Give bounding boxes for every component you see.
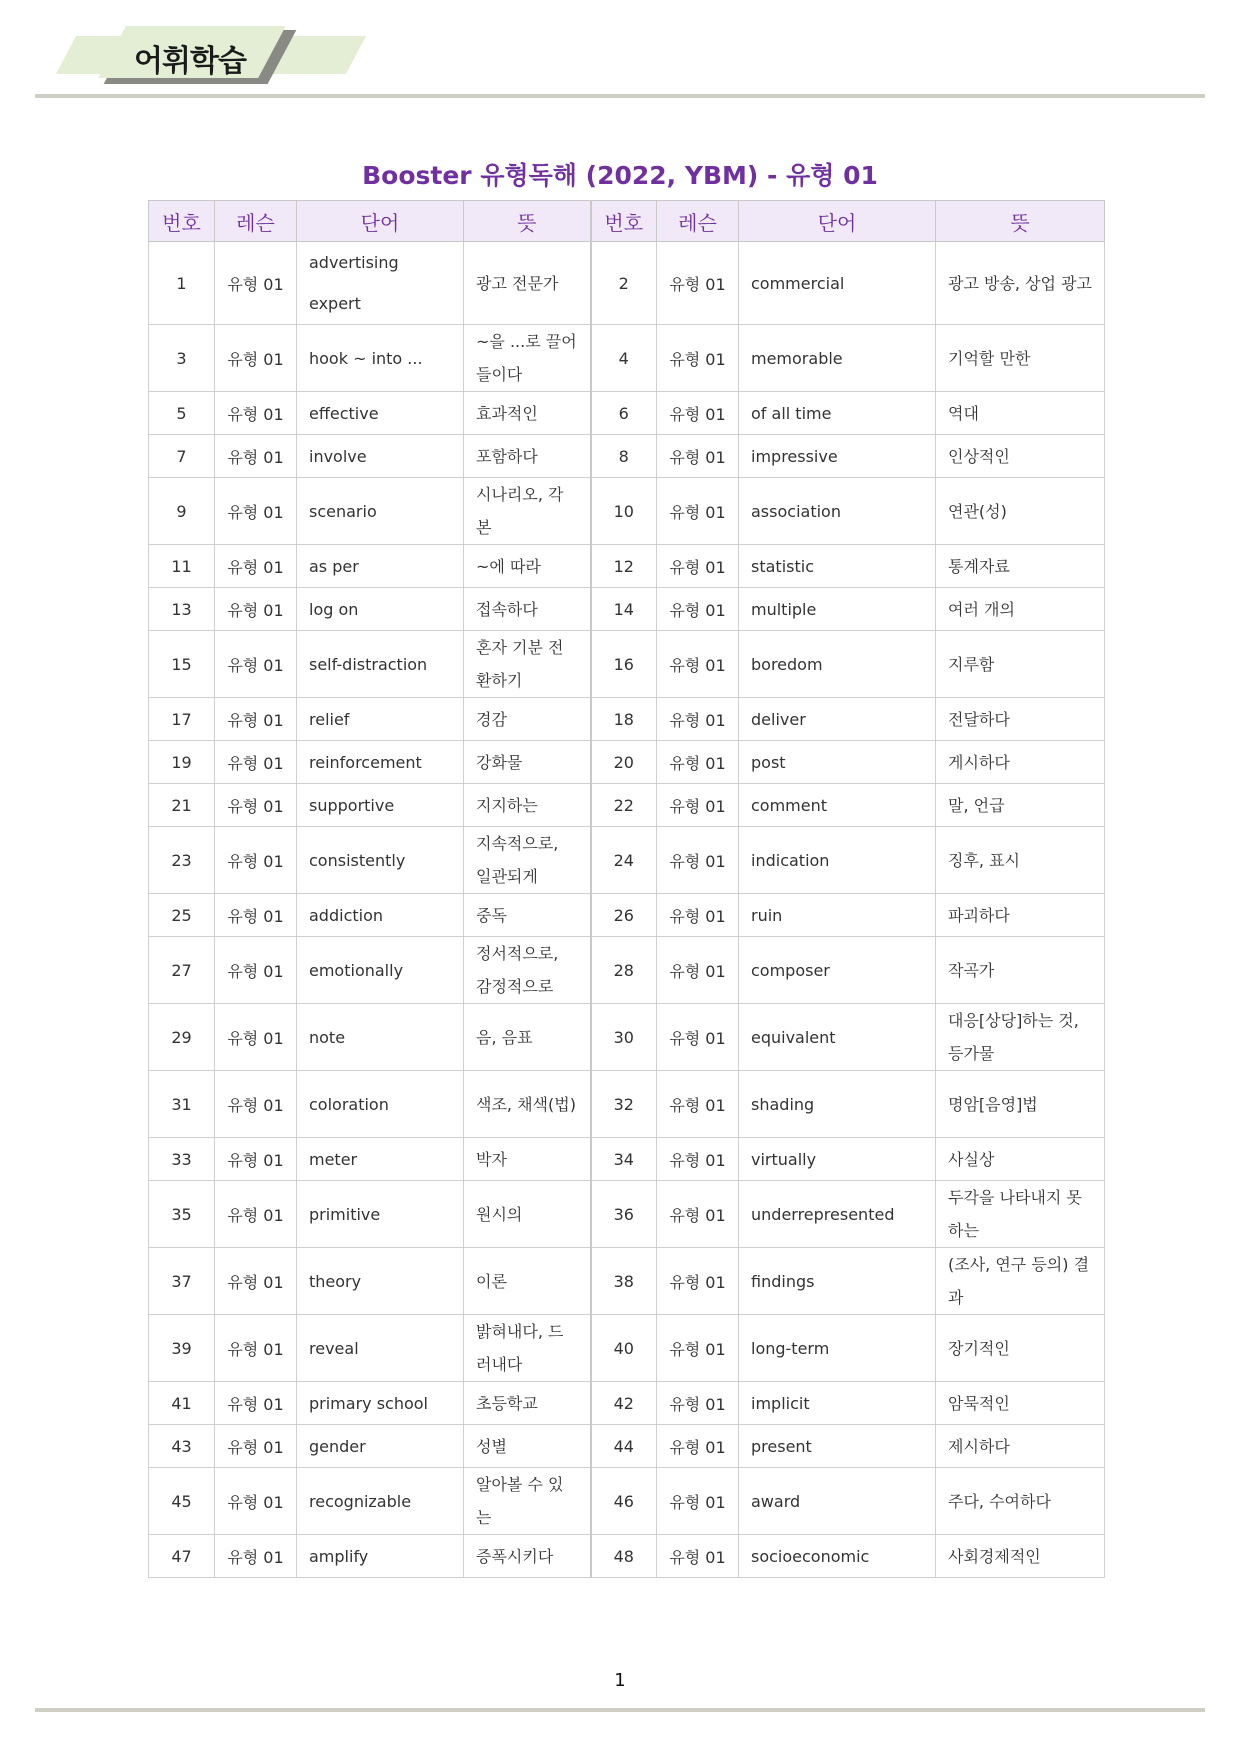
vocabulary-table (148, 200, 1105, 1578)
word-cell: recognizable (297, 1468, 464, 1535)
table-row (149, 1535, 1105, 1578)
word-cell: scenario (297, 478, 464, 545)
meaning-cell: 두각을 나타내지 못하는 (936, 1181, 1105, 1248)
lesson-cell: 유형 01 (215, 937, 297, 1004)
lesson-cell: 유형 01 (657, 827, 739, 894)
word-number-cell: 31 (149, 1071, 215, 1138)
lesson-cell: 유형 01 (215, 478, 297, 545)
word-number-cell: 35 (149, 1181, 215, 1248)
meaning-cell: ~을 ...로 끌어들이다 (464, 325, 591, 392)
lesson-cell: 유형 01 (657, 1535, 739, 1578)
lesson-cell: 유형 01 (215, 1181, 297, 1248)
word-number-cell: 28 (591, 937, 657, 1004)
table-row (149, 242, 1105, 325)
lesson-cell: 유형 01 (215, 1315, 297, 1382)
word-number-cell: 44 (591, 1425, 657, 1468)
meaning-cell: 지지하는 (464, 784, 591, 827)
word-cell: post (739, 741, 936, 784)
page-header (0, 0, 1240, 100)
meaning-cell: 경감 (464, 698, 591, 741)
word-number-cell: 38 (591, 1248, 657, 1315)
meaning-cell: 알아볼 수 있는 (464, 1468, 591, 1535)
page-title: Booster 유형독해 (2022, YBM) - 유형 01 (362, 161, 878, 190)
table-row (149, 894, 1105, 937)
meaning-cell: 정서적으로, 감정적으로 (464, 937, 591, 1004)
header-meaning: 뜻 (936, 201, 1105, 242)
word-number-cell: 18 (591, 698, 657, 741)
lesson-cell: 유형 01 (657, 1181, 739, 1248)
lesson-cell: 유형 01 (215, 242, 297, 325)
word-cell: primary school (297, 1382, 464, 1425)
word-number-cell: 16 (591, 631, 657, 698)
meaning-cell: 지속적으로, 일관되게 (464, 827, 591, 894)
header-number: 번호 (591, 201, 657, 242)
table-row (149, 392, 1105, 435)
word-cell: amplify (297, 1535, 464, 1578)
table-row (149, 1382, 1105, 1425)
word-number-cell: 8 (591, 435, 657, 478)
meaning-cell: 강화물 (464, 741, 591, 784)
table-row (149, 937, 1105, 1004)
lesson-cell: 유형 01 (657, 741, 739, 784)
word-number-cell: 17 (149, 698, 215, 741)
word-number-cell: 15 (149, 631, 215, 698)
table-row (149, 631, 1105, 698)
word-cell: log on (297, 588, 464, 631)
lesson-cell: 유형 01 (657, 435, 739, 478)
table-row (149, 588, 1105, 631)
table-row (149, 827, 1105, 894)
meaning-cell: 명암[음영]법 (936, 1071, 1105, 1138)
word-cell: findings (739, 1248, 936, 1315)
word-cell: hook ~ into ... (297, 325, 464, 392)
lesson-cell: 유형 01 (215, 1248, 297, 1315)
word-number-cell: 4 (591, 325, 657, 392)
table-row (149, 1138, 1105, 1181)
word-cell: emotionally (297, 937, 464, 1004)
word-number-cell: 20 (591, 741, 657, 784)
word-cell: as per (297, 545, 464, 588)
word-number-cell: 46 (591, 1468, 657, 1535)
lesson-cell: 유형 01 (215, 827, 297, 894)
word-cell: gender (297, 1425, 464, 1468)
meaning-cell: 여러 개의 (936, 588, 1105, 631)
table-row (149, 1248, 1105, 1315)
word-cell: socioeconomic (739, 1535, 936, 1578)
table-header-row (149, 201, 1105, 242)
table-row (149, 1425, 1105, 1468)
header-word: 단어 (297, 201, 464, 242)
meaning-cell: 연관(성) (936, 478, 1105, 545)
lesson-cell: 유형 01 (215, 545, 297, 588)
lesson-cell: 유형 01 (657, 937, 739, 1004)
table-row (149, 1071, 1105, 1138)
lesson-cell: 유형 01 (657, 1468, 739, 1535)
meaning-cell: 초등학교 (464, 1382, 591, 1425)
meaning-cell: 사회경제적인 (936, 1535, 1105, 1578)
word-cell: meter (297, 1138, 464, 1181)
meaning-cell: 광고 전문가 (464, 242, 591, 325)
word-cell: reinforcement (297, 741, 464, 784)
word-cell: memorable (739, 325, 936, 392)
word-number-cell: 33 (149, 1138, 215, 1181)
meaning-cell: 인상적인 (936, 435, 1105, 478)
word-cell: multiple (739, 588, 936, 631)
word-cell: theory (297, 1248, 464, 1315)
word-number-cell: 24 (591, 827, 657, 894)
meaning-cell: 말, 언급 (936, 784, 1105, 827)
table-row (149, 698, 1105, 741)
table-row (149, 325, 1105, 392)
meaning-cell: 광고 방송, 상업 광고 (936, 242, 1105, 325)
lesson-cell: 유형 01 (215, 1535, 297, 1578)
meaning-cell: 장기적인 (936, 1315, 1105, 1382)
word-number-cell: 7 (149, 435, 215, 478)
lesson-cell: 유형 01 (215, 1425, 297, 1468)
meaning-cell: 효과적인 (464, 392, 591, 435)
meaning-cell: ~에 따라 (464, 545, 591, 588)
meaning-cell: 시나리오, 각본 (464, 478, 591, 545)
word-number-cell: 9 (149, 478, 215, 545)
word-cell: award (739, 1468, 936, 1535)
word-number-cell: 36 (591, 1181, 657, 1248)
word-cell: consistently (297, 827, 464, 894)
word-cell: long-term (739, 1315, 936, 1382)
meaning-cell: 통계자료 (936, 545, 1105, 588)
meaning-cell: 음, 음표 (464, 1004, 591, 1071)
table-row (149, 1004, 1105, 1071)
meaning-cell: 증폭시키다 (464, 1535, 591, 1578)
word-number-cell: 3 (149, 325, 215, 392)
lesson-cell: 유형 01 (215, 631, 297, 698)
header-lesson: 레슨 (657, 201, 739, 242)
word-number-cell: 1 (149, 242, 215, 325)
meaning-cell: 징후, 표시 (936, 827, 1105, 894)
word-cell: composer (739, 937, 936, 1004)
word-number-cell: 40 (591, 1315, 657, 1382)
meaning-cell: 기억할 만한 (936, 325, 1105, 392)
lesson-cell: 유형 01 (215, 698, 297, 741)
meaning-cell: 주다, 수여하다 (936, 1468, 1105, 1535)
word-number-cell: 19 (149, 741, 215, 784)
word-number-cell: 12 (591, 545, 657, 588)
word-number-cell: 22 (591, 784, 657, 827)
lesson-cell: 유형 01 (657, 784, 739, 827)
word-cell: deliver (739, 698, 936, 741)
word-cell: impressive (739, 435, 936, 478)
page-number: 1 (614, 1670, 626, 1691)
word-cell: virtually (739, 1138, 936, 1181)
meaning-cell: 박자 (464, 1138, 591, 1181)
lesson-cell: 유형 01 (657, 1425, 739, 1468)
word-number-cell: 39 (149, 1315, 215, 1382)
meaning-cell: 제시하다 (936, 1425, 1105, 1468)
lesson-cell: 유형 01 (215, 894, 297, 937)
word-cell: note (297, 1004, 464, 1071)
table-row (149, 1315, 1105, 1382)
meaning-cell: 전달하다 (936, 698, 1105, 741)
header-divider (35, 94, 1205, 98)
header-meaning: 뜻 (464, 201, 591, 242)
lesson-cell: 유형 01 (215, 1468, 297, 1535)
meaning-cell: 대응[상당]하는 것, 등가물 (936, 1004, 1105, 1071)
word-cell: association (739, 478, 936, 545)
lesson-cell: 유형 01 (215, 588, 297, 631)
lesson-cell: 유형 01 (215, 1382, 297, 1425)
meaning-cell: 이론 (464, 1248, 591, 1315)
word-cell: supportive (297, 784, 464, 827)
table-body (149, 242, 1105, 1578)
lesson-cell: 유형 01 (657, 698, 739, 741)
lesson-cell: 유형 01 (215, 1071, 297, 1138)
word-number-cell: 23 (149, 827, 215, 894)
word-cell: shading (739, 1071, 936, 1138)
lesson-cell: 유형 01 (657, 894, 739, 937)
word-number-cell: 45 (149, 1468, 215, 1535)
word-cell: boredom (739, 631, 936, 698)
meaning-cell: 사실상 (936, 1138, 1105, 1181)
word-number-cell: 42 (591, 1382, 657, 1425)
meaning-cell: 원시의 (464, 1181, 591, 1248)
word-number-cell: 30 (591, 1004, 657, 1071)
word-cell: commercial (739, 242, 936, 325)
lesson-cell: 유형 01 (657, 325, 739, 392)
word-number-cell: 25 (149, 894, 215, 937)
lesson-cell: 유형 01 (657, 1071, 739, 1138)
word-cell: coloration (297, 1071, 464, 1138)
meaning-cell: 성별 (464, 1425, 591, 1468)
word-cell: indication (739, 827, 936, 894)
word-cell: primitive (297, 1181, 464, 1248)
word-number-cell: 13 (149, 588, 215, 631)
word-number-cell: 43 (149, 1425, 215, 1468)
word-cell: equivalent (739, 1004, 936, 1071)
lesson-cell: 유형 01 (657, 545, 739, 588)
table-row (149, 784, 1105, 827)
lesson-cell: 유형 01 (657, 1138, 739, 1181)
word-number-cell: 37 (149, 1248, 215, 1315)
meaning-cell: 작곡가 (936, 937, 1105, 1004)
word-cell: comment (739, 784, 936, 827)
header-lesson: 레슨 (215, 201, 297, 242)
word-number-cell: 14 (591, 588, 657, 631)
meaning-cell: 중독 (464, 894, 591, 937)
lesson-cell: 유형 01 (215, 1138, 297, 1181)
meaning-cell: (조사, 연구 등의) 결과 (936, 1248, 1105, 1315)
meaning-cell: 역대 (936, 392, 1105, 435)
lesson-cell: 유형 01 (657, 242, 739, 325)
lesson-cell: 유형 01 (215, 435, 297, 478)
word-number-cell: 48 (591, 1535, 657, 1578)
lesson-cell: 유형 01 (215, 1004, 297, 1071)
word-cell: of all time (739, 392, 936, 435)
lesson-cell: 유형 01 (657, 1315, 739, 1382)
table-row (149, 1468, 1105, 1535)
word-cell: self-distraction (297, 631, 464, 698)
table-row (149, 478, 1105, 545)
meaning-cell: 접속하다 (464, 588, 591, 631)
header-word: 단어 (739, 201, 936, 242)
lesson-cell: 유형 01 (215, 392, 297, 435)
meaning-cell: 암묵적인 (936, 1382, 1105, 1425)
word-cell: present (739, 1425, 936, 1468)
word-number-cell: 47 (149, 1535, 215, 1578)
lesson-cell: 유형 01 (657, 1248, 739, 1315)
lesson-cell: 유형 01 (215, 741, 297, 784)
meaning-cell: 포함하다 (464, 435, 591, 478)
lesson-cell: 유형 01 (215, 325, 297, 392)
meaning-cell: 게시하다 (936, 741, 1105, 784)
word-number-cell: 6 (591, 392, 657, 435)
word-cell: effective (297, 392, 464, 435)
word-cell: reveal (297, 1315, 464, 1382)
table-row (149, 545, 1105, 588)
word-number-cell: 32 (591, 1071, 657, 1138)
word-number-cell: 11 (149, 545, 215, 588)
word-cell: statistic (739, 545, 936, 588)
word-cell: addiction (297, 894, 464, 937)
word-number-cell: 10 (591, 478, 657, 545)
word-number-cell: 26 (591, 894, 657, 937)
lesson-cell: 유형 01 (657, 478, 739, 545)
meaning-cell: 지루함 (936, 631, 1105, 698)
meaning-cell: 밝혀내다, 드러내다 (464, 1315, 591, 1382)
lesson-cell: 유형 01 (657, 1004, 739, 1071)
word-number-cell: 27 (149, 937, 215, 1004)
word-cell: relief (297, 698, 464, 741)
word-number-cell: 41 (149, 1382, 215, 1425)
lesson-cell: 유형 01 (657, 392, 739, 435)
lesson-cell: 유형 01 (657, 631, 739, 698)
word-number-cell: 21 (149, 784, 215, 827)
word-cell: underrepresented (739, 1181, 936, 1248)
header-number: 번호 (149, 201, 215, 242)
lesson-cell: 유형 01 (657, 1382, 739, 1425)
word-cell: implicit (739, 1382, 936, 1425)
word-cell: ruin (739, 894, 936, 937)
word-cell: advertising expert (297, 242, 464, 325)
footer-divider (35, 1708, 1205, 1712)
word-number-cell: 29 (149, 1004, 215, 1071)
meaning-cell: 색조, 채색(법) (464, 1071, 591, 1138)
table-row (149, 1181, 1105, 1248)
meaning-cell: 혼자 기분 전환하기 (464, 631, 591, 698)
word-number-cell: 34 (591, 1138, 657, 1181)
section-label: 어휘학습 (134, 44, 246, 79)
table-row (149, 435, 1105, 478)
meaning-cell: 파괴하다 (936, 894, 1105, 937)
table-row (149, 741, 1105, 784)
word-number-cell: 5 (149, 392, 215, 435)
lesson-cell: 유형 01 (657, 588, 739, 631)
word-cell: involve (297, 435, 464, 478)
lesson-cell: 유형 01 (215, 784, 297, 827)
word-number-cell: 2 (591, 242, 657, 325)
